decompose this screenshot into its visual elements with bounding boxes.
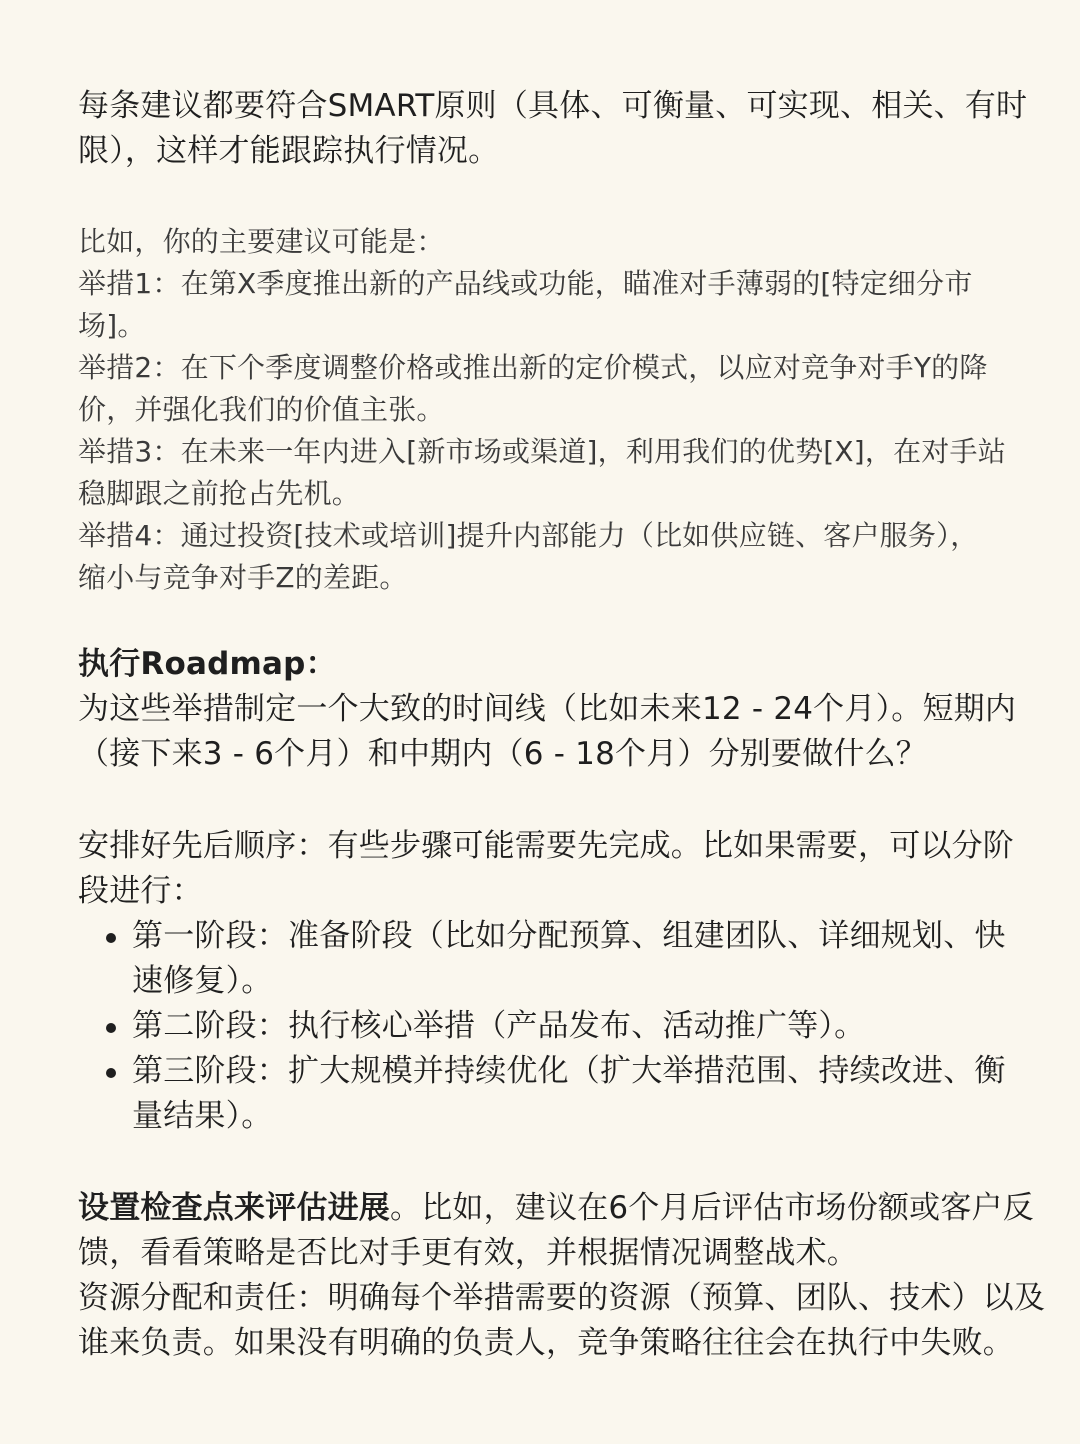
spacer [78,1139,1042,1186]
checkpoints-bold-phrase: 设置检查点来评估进展 [78,1190,390,1226]
spacer [78,777,1042,824]
phase-1-line-1: 第一阶段：准备阶段（比如分配预算、组建团队、详细规划、快 [132,918,1006,954]
spacer [78,599,1042,642]
phase-3-line-1: 第三阶段：扩大规模并持续优化（扩大举措范围、持续改进、衡 [132,1053,1006,1089]
intro-line-1: 每条建议都要符合SMART原则（具体、可衡量、可实现、相关、有时 [78,88,1028,124]
measure-4-line-1: 举措4：通过投资[技术或培训]提升内部能力（比如供应链、客户服务）， [78,519,979,552]
order-line-1: 安排好先后顺序：有些步骤可能需要先完成。比如果需要，可以分阶 [78,828,1014,864]
phase-1-line-2: 速修复）。 [132,963,273,999]
examples-paragraph [78,221,1042,599]
checkpoints-line-2: 馈，看看策略是否比对手更有效，并根据情况调整战术。 [78,1235,858,1271]
measure-3-line-1: 举措3：在未来一年内进入[新市场或渠道]，利用我们的优势[X]，在对手站 [78,435,1006,468]
phase-3-line-2: 量结果）。 [132,1098,273,1134]
spacer [78,174,1042,221]
order-line-2: 段进行： [78,873,203,909]
measure-4-line-2: 缩小与竞争对手Z的差距。 [78,561,408,594]
bullet-icon [106,1023,116,1033]
roadmap-line-1: 为这些举措制定一个大致的时间线（比如未来12 - 24个月）。短期内 [78,691,1017,727]
list-item [78,914,1042,1004]
measure-1-line-2: 场]。 [78,309,146,342]
roadmap-heading: 执行Roadmap： [78,646,337,682]
list-item [78,1049,1042,1139]
roadmap-section [78,642,1042,777]
checkpoints-line-1-rest: 。比如，建议在6个月后评估市场份额或客户反 [390,1190,1034,1226]
examples-lead: 比如，你的主要建议可能是： [78,225,445,258]
measure-2-line-1: 举措2：在下个季度调整价格或推出新的定价模式，以应对竞争对手Y的降 [78,351,988,384]
phase-list [78,914,1042,1139]
list-item [78,1004,1042,1049]
resources-line-1: 资源分配和责任：明确每个举措需要的资源（预算、团队、技术）以及 [78,1280,1046,1316]
measure-3-line-2: 稳脚跟之前抢占先机。 [78,477,361,510]
measure-2-line-2: 价，并强化我们的价值主张。 [78,393,445,426]
bullet-icon [106,933,116,943]
order-section [78,824,1042,1139]
intro-line-2: 限），这样才能跟踪执行情况。 [78,133,500,169]
bullet-icon [106,1068,116,1078]
measure-1-line-1: 举措1：在第X季度推出新的产品线或功能，瞄准对手薄弱的[特定细分市 [78,267,973,300]
resources-line-2: 谁来负责。如果没有明确的负责人，竞争策略往往会在执行中失败。 [78,1325,1014,1361]
roadmap-line-2: （接下来3 - 6个月）和中期内（6 - 18个月）分别要做什么？ [78,736,928,772]
checkpoints-section [78,1186,1046,1366]
checkpoints-line-1 [78,1186,1042,1231]
intro-paragraph [78,84,1042,174]
phase-2-line-1: 第二阶段：执行核心举措（产品发布、活动推广等）。 [132,1008,866,1044]
